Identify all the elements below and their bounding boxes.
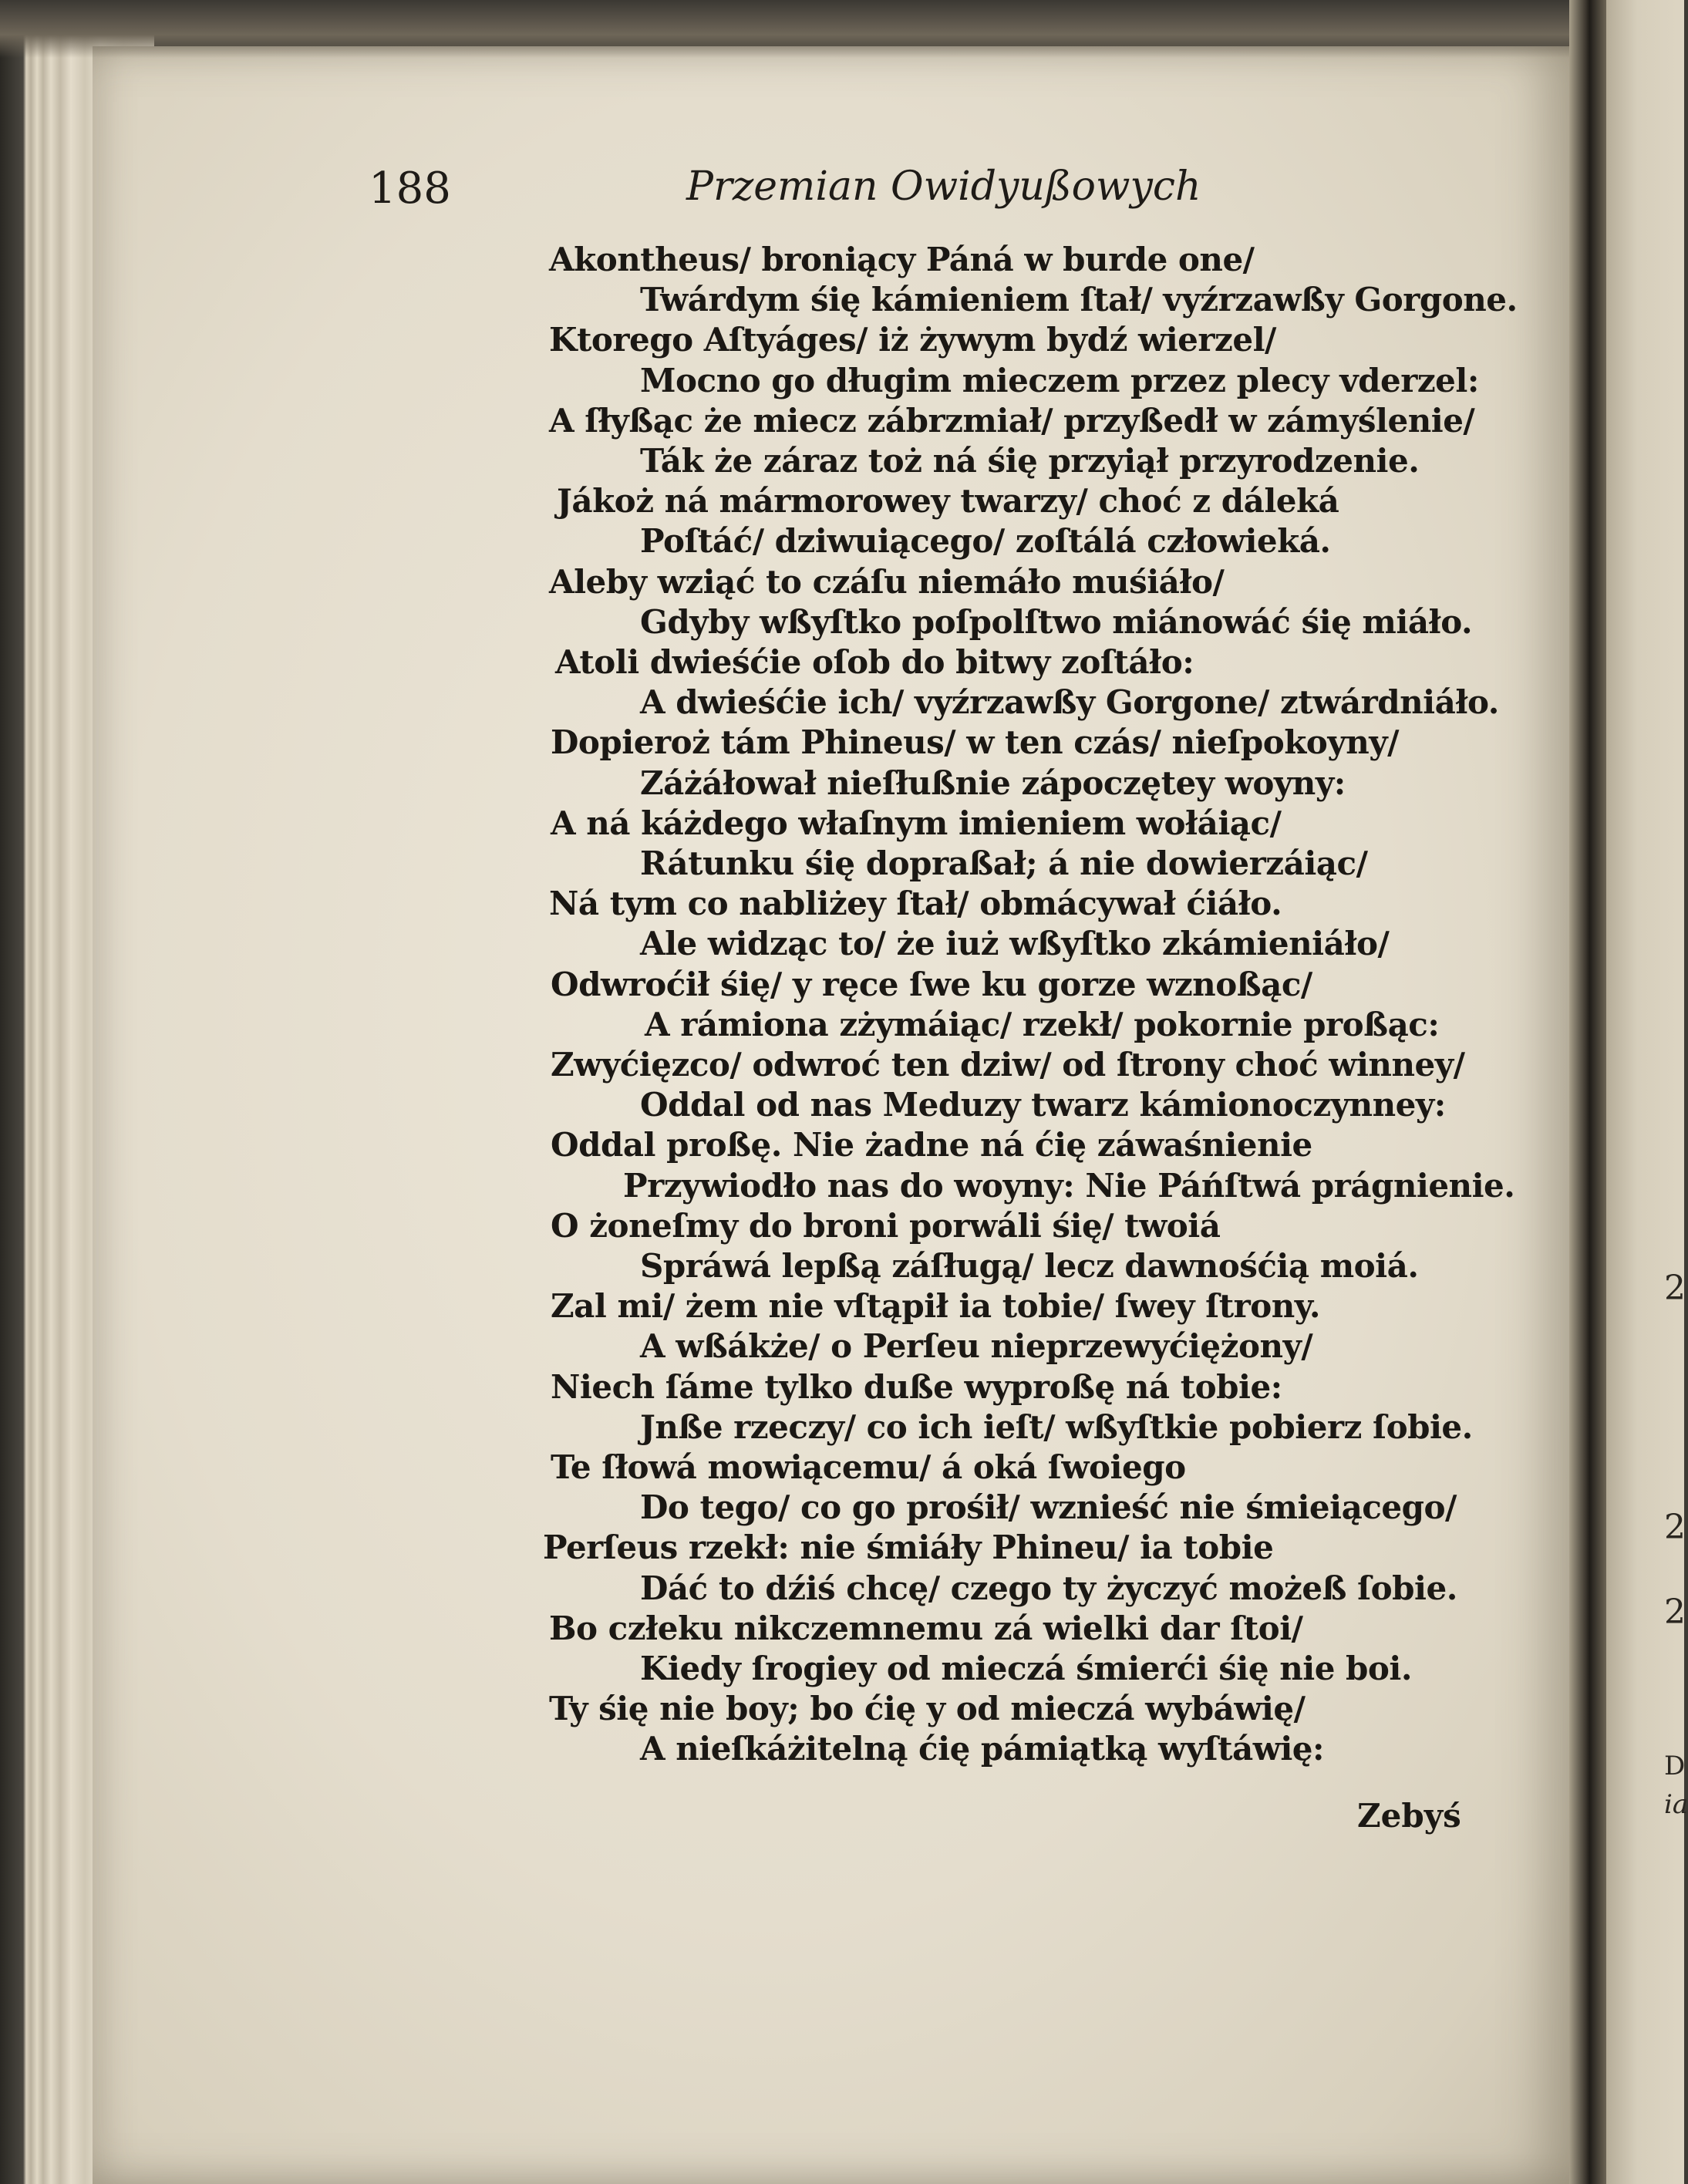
verse-line: Gdyby wßyſtko poſpolſtwo miánowáć śię miáło. (640, 602, 1473, 641)
verse-line: A ſłyßąc że miecz zábrzmiał/ przyßedł w zámyślenie/ (549, 401, 1475, 440)
adjacent-fragment: D (1664, 1751, 1686, 1781)
adjacent-page (1606, 0, 1688, 2184)
adjacent-fragment: ia (1664, 1789, 1688, 1820)
verse-line: Zal mi/ żem nie vſtąpił ia tobie/ ſwey ſtrony. (551, 1287, 1321, 1326)
verse-line: Ktorego Aſtyáges/ iż żywym bydź wierzel/ (549, 321, 1276, 359)
verse-line: Rátunku śię dopraßał; á nie dowierzáiąc/ (640, 844, 1368, 882)
verse-line: Dopieroż tám Phineus/ w ten czás/ nieſpokoyny/ (551, 723, 1400, 762)
adjacent-fragment: 2 (1664, 1592, 1686, 1632)
verse-line: A ná káżdego właſnym imieniem wołáiąc/ (551, 804, 1282, 842)
verse-line: Do tego/ co go prośił/ wznieść nie śmieiącego/ (640, 1488, 1457, 1527)
verse-line: Poſtáć/ dziwuiącego/ zoſtálá człowieká. (640, 522, 1331, 561)
adjacent-fragment: 2 (1664, 1508, 1686, 1547)
verse-line: Przywiodło nas do woyny: Nie Páńſtwá prágnienie. (623, 1166, 1515, 1205)
verse-line: Ale widząc to/ że iuż wßyſtko zkámieniáło/ (640, 925, 1390, 963)
adjacent-fragment: 2 (1664, 1269, 1686, 1308)
verse-line: Ty śię nie boy; bo ćię y od mieczá wybáwię/ (549, 1690, 1306, 1728)
verse-line: Aleby wziąć to czáſu niemáło muśiáło/ (549, 562, 1225, 601)
verse-line: Záżáłował nieſłußnie zápoczętey woyny: (640, 763, 1346, 802)
book-gutter (1569, 0, 1606, 2184)
verse-line: A nieſkáżitelną ćię pámiątką wyſtáwię: (640, 1730, 1325, 1768)
verse-line: Kiedy ſrogiey od mieczá śmierći śię nie boi. (640, 1650, 1413, 1687)
verse-line: Bo człeku nikczemnemu zá wielki dar ſtoi/ (549, 1609, 1303, 1647)
catchword: Zebyś (1357, 1797, 1461, 1835)
verse-line: Niech ſáme tylko duße wyproßę ná tobie: (551, 1367, 1282, 1406)
running-head (0, 163, 1684, 217)
verse-line: Atoli dwieśćie oſob do bitwy zoſtáło: (555, 643, 1194, 681)
verse-line: Oddal od nas Meduzy twarz kámionoczynney: (640, 1086, 1446, 1124)
verse-line: Spráwá lepßą záſługą/ lecz dawnośćią moiá. (640, 1247, 1419, 1285)
top-shadow (0, 0, 1684, 58)
verse-line: Twárdym śię kámieniem ſtał/ vyźrzawßy Gorgone. (640, 281, 1518, 319)
verse-line: A rámiona zżymáiąc/ rzekł/ pokornie proßąc: (645, 1005, 1440, 1043)
verse-line: Perſeus rzekł: nie śmiáły Phineu/ ia tobie (543, 1528, 1274, 1567)
verse-line: Odwroćił śię/ y ręce ſwe ku gorze wznoßąc/ (551, 965, 1312, 1003)
verse-line: A dwieśćie ich/ vyźrzawßy Gorgone/ ztwárdniáło. (640, 683, 1499, 722)
verse-line: Oddal proßę. Nie żadne ná ćię záwaśnienie (551, 1126, 1312, 1164)
verse-line: A wßákże/ o Perſeu nieprzewyćiężony/ (640, 1327, 1313, 1366)
verse-line: Ná tym co nabliżey ſtał/ obmácywał ćiáło. (549, 885, 1282, 923)
verse-line: Akontheus/ broniący Páná w burde one/ (549, 241, 1255, 278)
verse-line: Jnße rzeczy/ co ich ieſt/ wßyſtkie pobierz ſobie. (640, 1407, 1473, 1446)
verse-line: Mocno go długim mieczem przez plecy vderzel: (640, 361, 1479, 399)
verse-line: Zwyćięzco/ odwroć ten dziw/ od ſtrony choć winney/ (551, 1046, 1465, 1084)
verse-line: Dáć to dźiś chcę/ czego ty życzyć możeß ſobie. (640, 1569, 1457, 1607)
verse-line: Jákoż ná mármorowey twarzy/ choć z dáleká (557, 482, 1339, 521)
verse-line: Ták że záraz toż ná śię przyiął przyrodzenie. (640, 442, 1420, 480)
running-title: Przemian Owidyußowych (686, 163, 1201, 210)
verse-line: Te ſłowá mowiącemu/ á oká ſwoiego (551, 1448, 1186, 1486)
verse-line: O żoneſmy do broni porwáli śię/ twoiá (551, 1206, 1221, 1245)
page-number: 188 (369, 163, 451, 214)
